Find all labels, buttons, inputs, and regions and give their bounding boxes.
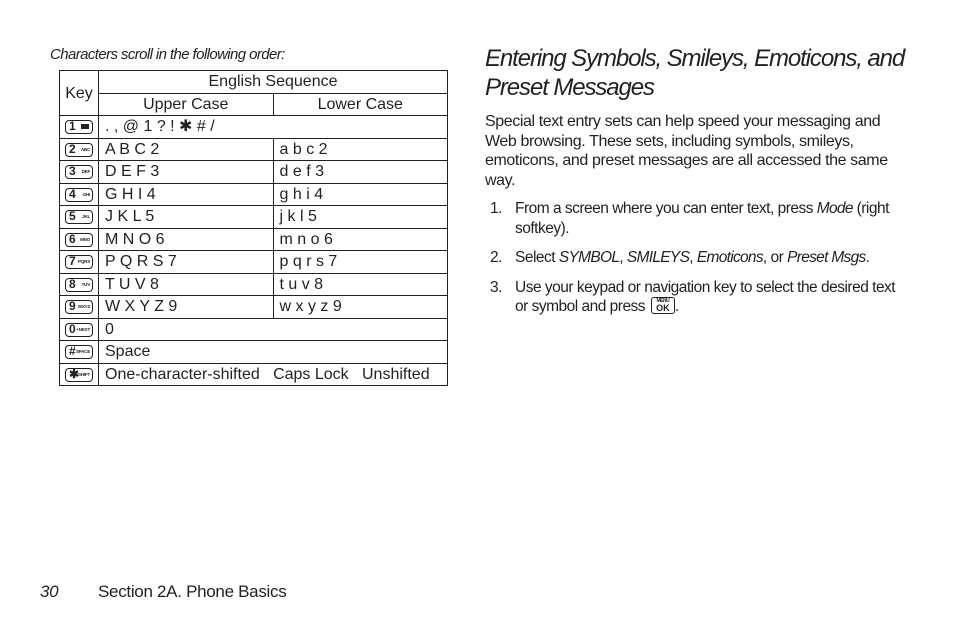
step-number: 1. [490,200,502,217]
key-digit: 8 [69,276,76,291]
table-row [60,273,448,296]
table-row [60,138,448,161]
upper-case-cell: W X Y Z 9 [99,296,274,319]
table-row [60,228,448,251]
upper-case-cell: T U V 8 [99,273,274,296]
key-letters: MNO [80,236,90,242]
upper-case-cell: P Q R S 7 [99,251,274,274]
sequence-cell: . , @ 1 ? ! ✱ # / [99,116,448,139]
keypad-key-icon [65,368,93,382]
page-number: 30 [40,582,59,601]
key-cell [60,363,99,386]
envelope-icon [81,124,89,129]
table-row [60,116,448,139]
step-text: Select [515,249,559,266]
key-digit: 7 [69,254,76,269]
upper-case-cell: G H I 4 [99,183,274,206]
mode-softkey-label: Mode [816,200,853,217]
lower-case-cell: a b c 2 [273,138,448,161]
step-number: 3. [490,278,502,296]
character-sequence-table [59,70,448,386]
lower-case-cell: p q r s 7 [273,251,448,274]
keypad-key-icon [65,165,93,179]
sequence-cell: 0 [99,318,448,341]
keypad-key-icon [65,278,93,292]
menu-ok-key-icon [651,297,675,314]
key-digit: 9 [69,299,76,314]
step-text: . [674,298,679,315]
key-digit: 5 [69,209,76,224]
separator: , [689,249,697,266]
keypad-key-icon [65,210,93,224]
key-cell [60,183,99,206]
key-letters: DEF [81,169,90,175]
table-caption: Characters scroll in the following order: [50,46,285,63]
separator: , [619,249,627,266]
table-row [60,206,448,229]
keypad-key-icon [65,233,93,247]
lower-case-cell: d e f 3 [273,161,448,184]
right-column [485,44,905,327]
lower-case-cell: m n o 6 [273,228,448,251]
table-row [60,251,448,274]
english-sequence-header: English Sequence [99,71,448,94]
table-row [60,296,448,319]
key-cell [60,161,99,184]
key-header: Key [60,71,99,116]
preset-msgs-option: Preset Msgs [787,249,866,266]
table-row [60,341,448,364]
keypad-key-icon [65,300,93,314]
emoticons-option: Emoticons [696,249,763,266]
key-digit: ✱ [69,366,80,381]
keypad-key-icon [65,323,93,337]
upper-case-cell: D E F 3 [99,161,274,184]
key-cell [60,251,99,274]
key-cell [60,228,99,251]
step-text: Use your keypad or navigation key to select the desired text or symbol and press [515,278,896,315]
key-cell [60,138,99,161]
key-digit: # [69,344,76,359]
intro-paragraph: Special text entry sets can help speed your messaging and Web browsing. These sets, including symbols, smileys, emoticons, and preset messages are all accessed the same way. [485,113,888,189]
left-column [50,46,450,386]
key-letters: TUV [81,281,90,287]
key-letters: SPACE [75,349,90,355]
key-digit: 2 [69,141,76,156]
upper-case-cell: M N O 6 [99,228,274,251]
ok-key-label: OK [656,303,670,313]
key-letters: SHIFT [78,371,90,377]
key-letters: ABC [80,146,90,152]
lower-case-cell: j k l 5 [273,206,448,229]
table-row [60,183,448,206]
step-text: From a screen where you can enter text, press [515,200,817,217]
sequence-cell: Space [99,341,448,364]
key-digit: 0 [69,321,76,336]
keypad-key-icon [65,120,93,134]
upper-case-cell: A B C 2 [99,138,274,161]
step-2 [485,248,905,268]
section-heading: Entering Symbols, Smileys, Emoticons, and Preset Messages [485,45,905,101]
header-row-2 [60,93,448,116]
key-cell [60,273,99,296]
lower-case-cell: w x y z 9 [273,296,448,319]
separator: , or [762,249,788,266]
step-number: 2. [490,249,502,266]
steps-list [485,199,905,317]
section-name: Section 2A. Phone Basics [98,582,287,601]
key-digit: 3 [69,164,76,179]
header-row-1 [60,71,448,94]
sequence-cell: One-character-shifted Caps Lock Unshifted [99,363,448,386]
key-digit: 6 [69,231,76,246]
table-row [60,318,448,341]
table-row [60,161,448,184]
lower-case-cell: g h i 4 [273,183,448,206]
step-text: (right softkey). [515,200,889,237]
smileys-option: SMILEYS [626,249,690,266]
step-text: . [865,249,870,266]
key-letters: WXYZ [77,304,90,310]
key-cell [60,296,99,319]
step-1 [485,199,905,238]
key-cell [60,206,99,229]
table-row [60,363,448,386]
key-cell [60,341,99,364]
step-3 [485,278,905,317]
upper-case-cell: J K L 5 [99,206,274,229]
page-footer [40,582,286,602]
key-digit: 1 [69,119,76,134]
keypad-key-icon [65,143,93,157]
keypad-key-icon [65,345,93,359]
keypad-key-icon [65,188,93,202]
key-cell [60,116,99,139]
key-letters: JKL [82,214,90,220]
lower-case-cell: t u v 8 [273,273,448,296]
lower-case-header: Lower Case [273,93,448,116]
key-digit: 4 [69,186,76,201]
key-cell [60,318,99,341]
symbol-option: SYMBOL [558,249,620,266]
menu-key-label: MENU [656,298,670,304]
key-letters: GHI [82,191,90,197]
upper-case-header: Upper Case [99,93,274,116]
key-letters: +NEXT [76,326,90,332]
key-letters: PQRS [78,259,90,265]
keypad-key-icon [65,255,93,269]
